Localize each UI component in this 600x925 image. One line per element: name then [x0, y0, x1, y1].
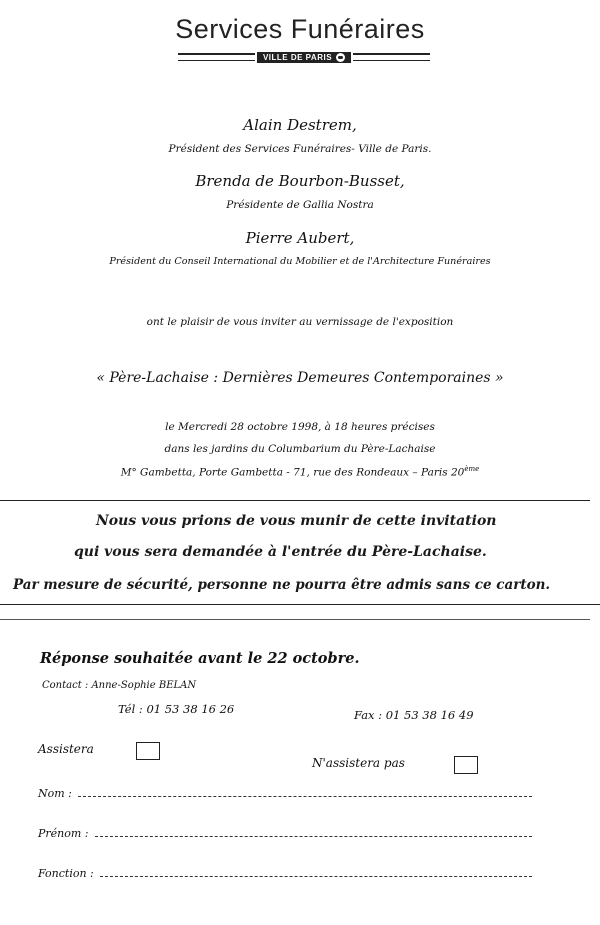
ville-de-paris-badge: [257, 52, 351, 63]
field-fonction-label: Fonction :: [38, 867, 94, 880]
badge-label: VILLE DE PARIS: [262, 52, 333, 62]
field-nom-label: Nom :: [38, 787, 72, 800]
reply-title: Réponse souhaitée avant le 22 octobre.: [40, 650, 360, 667]
attend-label: Assistera: [38, 742, 94, 756]
host-name-1: Alain Destrem,: [243, 116, 357, 134]
host-name-2: Brenda de Bourbon-Busset,: [195, 172, 405, 190]
field-nom-line[interactable]: [78, 786, 532, 797]
header-title: Services Funéraires: [175, 14, 425, 44]
reply-top-rule: [0, 619, 590, 620]
field-fonction-line[interactable]: [100, 866, 532, 877]
notice-line-2: qui vous sera demandée à l'entrée du Père-Lachaise.: [74, 544, 487, 560]
contact-fax: Fax : 01 53 38 16 49: [354, 708, 474, 722]
contact-name: Contact : Anne-Sophie BELAN: [42, 680, 197, 691]
field-fonction[interactable]: [38, 866, 532, 880]
attend-checkbox[interactable]: [136, 742, 160, 760]
field-prenom[interactable]: [38, 826, 532, 840]
event-address-sup: ème: [464, 465, 480, 473]
field-prenom-label: Prénom :: [38, 827, 89, 840]
contact-tel: Tél : 01 53 38 16 26: [118, 702, 235, 716]
invitation-intro: ont le plaisir de vous inviter au vernissage de l'exposition: [146, 316, 454, 328]
event-date: le Mercredi 28 octobre 1998, à 18 heures précises: [165, 421, 435, 433]
not-attend-label: N'assistera pas: [312, 756, 405, 770]
host-role-1: Président des Services Funéraires- Ville de Paris.: [168, 143, 432, 155]
event-address-text: M° Gambetta, Porte Gambetta - 71, rue des Rondeaux – Paris 20: [120, 466, 465, 479]
event-venue: dans les jardins du Columbarium du Père-Lachaise: [164, 443, 436, 455]
header-rule-left: [178, 53, 255, 61]
notice-line-3: Par mesure de sécurité, personne ne pourra être admis sans ce carton.: [13, 577, 551, 593]
host-role-3: Président du Conseil International du Mobilier et de l'Architecture Funéraires: [109, 256, 491, 267]
notice-top-rule: [0, 500, 590, 501]
host-role-2: Présidente de Gallia Nostra: [226, 199, 374, 211]
field-nom[interactable]: [38, 786, 532, 800]
exhibition-title: « Père-Lachaise : Dernières Demeures Contemporaines »: [96, 370, 504, 386]
notice-bottom-rule: [0, 604, 600, 605]
header-rule: [178, 51, 430, 63]
notice-line-1: Nous vous prions de vous munir de cette invitation: [96, 513, 497, 529]
field-prenom-line[interactable]: [95, 826, 532, 837]
header-rule-right: [353, 53, 430, 61]
host-name-3: Pierre Aubert,: [245, 229, 355, 247]
ville-de-paris-logo-icon: [336, 53, 345, 62]
event-address: [0, 465, 600, 479]
not-attend-checkbox[interactable]: [454, 756, 478, 774]
